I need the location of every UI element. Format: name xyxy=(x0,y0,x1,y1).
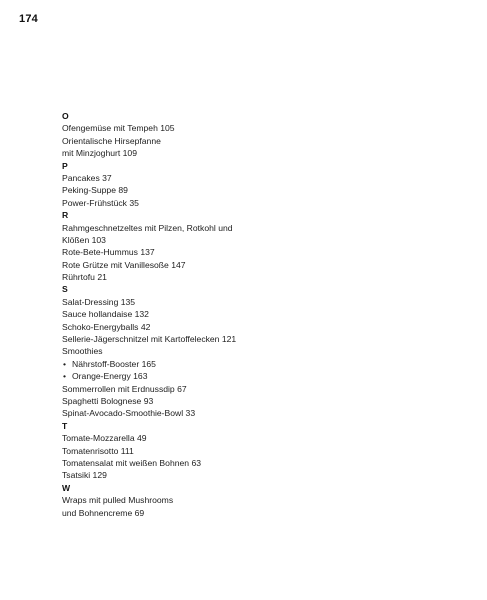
index-entry: Orientalische Hirsepfanne xyxy=(62,135,161,146)
index-entry: Wraps mit pulled Mushrooms xyxy=(62,495,174,506)
index-entry: Spinat-Avocado-Smoothie-Bowl 33 xyxy=(62,408,196,419)
index-subentry xyxy=(62,370,422,382)
index-letter-heading: P xyxy=(62,160,68,171)
index-entry: Klößen 103 xyxy=(62,234,106,245)
index-entry: Power-Frühstück 35 xyxy=(62,197,139,208)
index-subentry-text: Orange-Energy 163 xyxy=(72,371,148,382)
index-letter-heading: R xyxy=(62,210,69,221)
index-entry: und Bohnencreme 69 xyxy=(62,507,145,518)
index-entry: Smoothies xyxy=(62,346,103,357)
index-entry: Tomatenrisotto 111 xyxy=(62,445,134,456)
index-entry: Salat-Dressing 135 xyxy=(62,296,136,307)
index-letter-heading: S xyxy=(62,284,68,295)
index-entry: Tomatensalat mit weißen Bohnen 63 xyxy=(62,457,202,468)
index-letter-heading: O xyxy=(62,111,69,121)
index-entry: Ofengemüse mit Tempeh 105 xyxy=(62,123,175,134)
index-entry: Sellerie-Jägerschnitzel mit Kartoffelecken 121 xyxy=(62,334,237,345)
index-entry: Rührtofu 21 xyxy=(62,272,107,283)
index-entry: Peking-Suppe 89 xyxy=(62,185,128,196)
bullet-icon: • xyxy=(63,358,67,369)
index-subentry xyxy=(62,358,422,370)
index-entry: Pancakes 37 xyxy=(62,172,112,183)
page-number: 174 xyxy=(19,13,38,25)
index-entry: Rote-Bete-Hummus 137 xyxy=(62,247,155,258)
index-entry: Schoko-Energyballs 42 xyxy=(62,321,151,332)
index-entry: Spaghetti Bolognese 93 xyxy=(62,395,154,406)
index-letter-heading: T xyxy=(62,420,68,431)
index-entry: Sauce hollandaise 132 xyxy=(62,309,149,320)
index-entry: mit Minzjoghurt 109 xyxy=(62,148,137,159)
index-entry: Rote Grütze mit Vanillesoße 147 xyxy=(62,259,186,270)
index-entry: Tsatsiki 129 xyxy=(62,470,107,481)
recipe-index xyxy=(62,110,422,519)
index-subentry-text: Nährstoff-Booster 165 xyxy=(72,358,156,369)
index-entry: Sommerrollen mit Erdnussdip 67 xyxy=(62,383,187,394)
index-letter-heading: W xyxy=(62,482,71,493)
bullet-icon: • xyxy=(63,371,67,382)
index-entry: Rahmgeschnetzeltes mit Pilzen, Rotkohl und xyxy=(62,222,233,233)
index-entry: Tomate-Mozzarella 49 xyxy=(62,433,147,444)
